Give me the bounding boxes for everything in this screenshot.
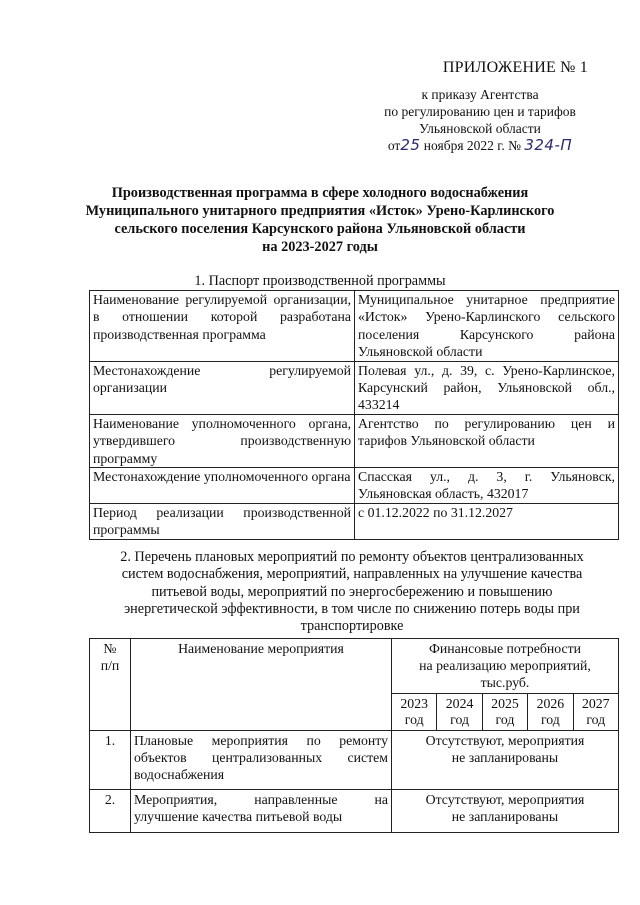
passport-label: Местонахождение регулируемой организации <box>90 361 355 414</box>
table-row <box>90 414 619 467</box>
year-value: 2026 <box>536 696 565 711</box>
title-line: Производственная программа в сфере холодного водоснабжения <box>111 185 529 201</box>
heading-line: 2. Перечень плановых мероприятий по ремонту объектов централизованных <box>120 549 584 565</box>
heading-line: систем водоснабжения, мероприятий, направленных на улучшение качества <box>121 566 583 583</box>
section-1-heading: 1. Паспорт производственной программы <box>194 273 446 289</box>
agency-name-line: по регулированию цен и тарифов <box>384 104 576 119</box>
column-header-name: Наименование мероприятия <box>131 639 392 731</box>
title-line: сельского поселения Карсунского района Ульяновской области <box>114 221 526 237</box>
passport-label: Местонахождение уполномоченного органа <box>90 468 355 504</box>
passport-value: Полевая ул., д. 39, с. Урено-Карлинское, Карсунский район, Ульяновской обл., 433214 <box>355 361 619 414</box>
handwritten-order-number: 324-П <box>524 136 573 154</box>
header-text: Финансовые потребности <box>428 641 582 656</box>
heading-line: энергетической эффективности, в том числе по снижению потерь воды при <box>124 600 580 617</box>
header-text: тыс.руб. <box>480 675 530 690</box>
year-header <box>392 694 437 731</box>
year-value: 2023 <box>400 696 428 711</box>
passport-value: Спасская ул., д. 3, г. Ульяновск, Ульяновская область, 432017 <box>355 468 619 504</box>
table-row <box>90 503 619 539</box>
title-line: Муниципального унитарного предприятия «Исток» Урено-Карлинского <box>85 203 555 219</box>
row-number: 2. <box>90 790 131 833</box>
header-text: на реализацию мероприятий, <box>419 658 591 673</box>
document-title <box>60 184 580 256</box>
passport-value: с 01.12.2022 по 31.12.2027 <box>355 503 619 539</box>
region-line: Ульяновской области <box>419 121 541 136</box>
year-unit: год <box>404 712 424 727</box>
date-middle: ноября 2022 г. № <box>420 138 525 153</box>
year-header <box>437 694 482 731</box>
passport-label: Наименование уполномоченного органа, утвердившего производственную программу <box>90 414 355 467</box>
section-2-heading <box>92 549 612 635</box>
column-header-number <box>90 639 131 731</box>
title-line: на 2023-2027 годы <box>262 239 378 255</box>
handwritten-day: 25 <box>400 136 421 154</box>
year-header <box>528 694 573 731</box>
year-value: 2024 <box>445 696 474 711</box>
year-value: 2025 <box>491 696 519 711</box>
activity-financing-note <box>392 731 619 790</box>
row-number: 1. <box>90 731 131 790</box>
year-unit: год <box>586 712 606 727</box>
heading-line: транспортировке <box>300 618 404 635</box>
table-row <box>90 291 619 362</box>
note-line: Отсутствуют, мероприятия <box>425 733 585 748</box>
order-date-line <box>360 137 600 154</box>
order-reference: к приказу Агентства <box>421 87 539 102</box>
activities-table <box>89 638 619 833</box>
passport-value: Агентство по регулированию цен и тарифов Ульяновской области <box>355 414 619 467</box>
heading-line: питьевой воды, мероприятий по энергосбережению и повышению <box>151 583 553 600</box>
year-unit: год <box>540 712 560 727</box>
year-value: 2027 <box>581 696 610 711</box>
year-header <box>573 694 618 731</box>
table-row <box>90 361 619 414</box>
note-line: Отсутствуют, мероприятия <box>425 792 585 807</box>
note-line: не запланированы <box>451 750 559 765</box>
header-text: п/п <box>100 658 120 673</box>
activity-financing-note <box>392 790 619 833</box>
passport-label: Период реализации производственной программы <box>90 503 355 539</box>
column-header-financing <box>392 639 619 694</box>
note-line: не запланированы <box>451 809 559 824</box>
passport-table <box>89 290 619 540</box>
approval-block <box>360 58 600 154</box>
activity-name: Мероприятия, направленные на улучшение качества питьевой воды <box>131 790 392 833</box>
passport-value: Муниципальное унитарное предприятие «Исток» Урено-Карлинского сельского поселения Карсунского района Ульяновской области <box>355 291 619 362</box>
table-row <box>90 468 619 504</box>
table-header-row <box>90 639 619 694</box>
header-text: № <box>103 641 117 656</box>
year-unit: год <box>495 712 515 727</box>
passport-label: Наименование регулируемой организации, в отношении которой разработана производственная программа <box>90 291 355 362</box>
year-unit: год <box>450 712 469 727</box>
year-header <box>482 694 527 731</box>
table-row <box>90 790 619 833</box>
appendix-title: ПРИЛОЖЕНИЕ № 1 <box>442 59 588 76</box>
activity-name: Плановые мероприятия по ремонту объектов централизованных систем водоснабжения <box>131 731 392 790</box>
table-row <box>90 731 619 790</box>
date-prefix: от <box>387 138 401 153</box>
